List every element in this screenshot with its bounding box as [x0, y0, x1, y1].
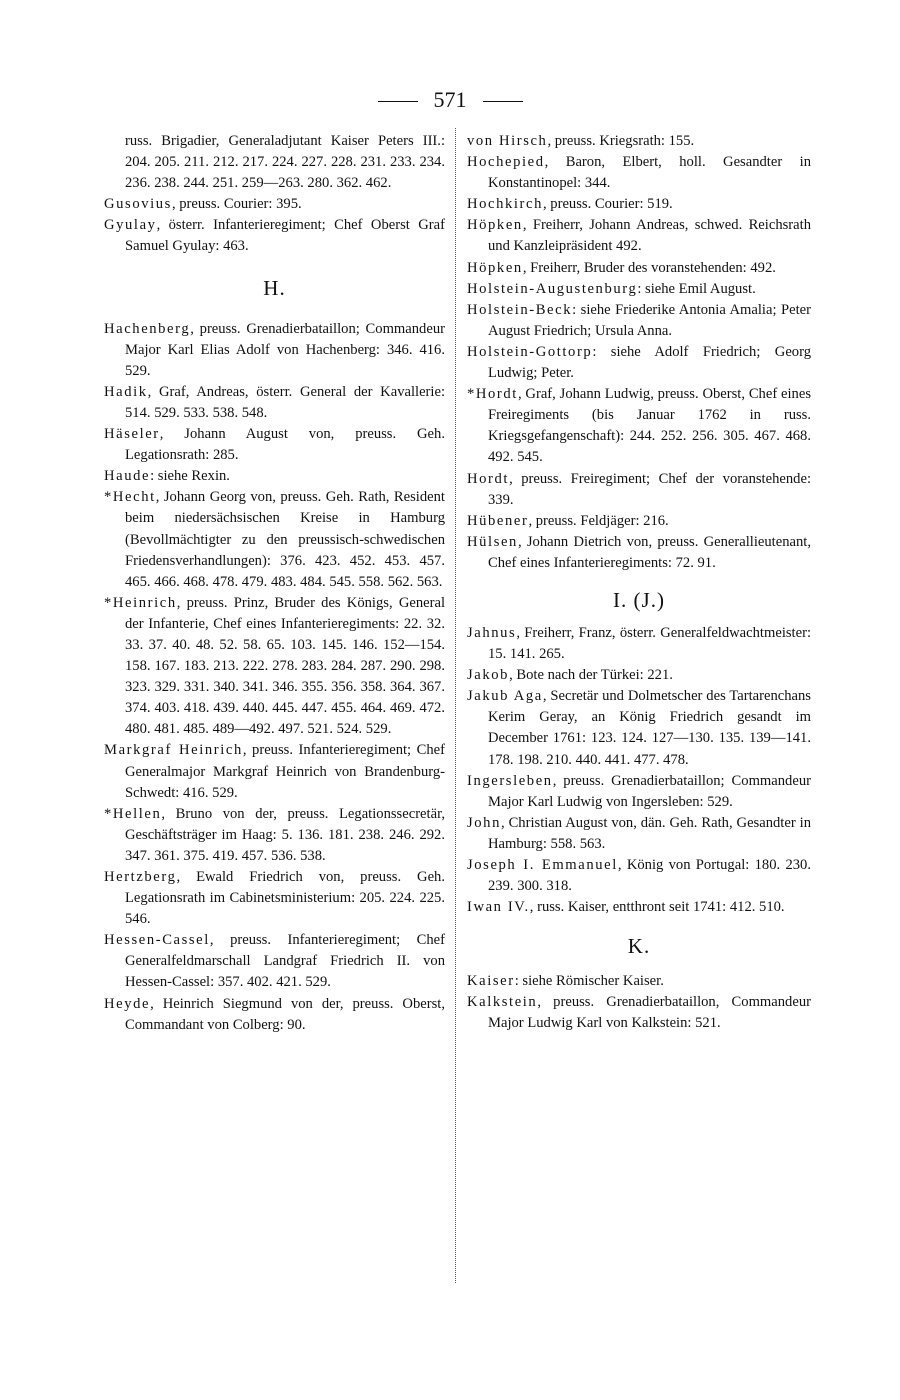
section-heading-h: H. [263, 275, 286, 300]
entry-text: , preuss. Courier: 519. [543, 196, 673, 213]
entry-text: , preuss. Courier: 395. [171, 196, 302, 213]
index-entry [104, 215, 445, 257]
entry-text: , Ewald Friedrich von, preuss. Geh. Legationsrath im Cabinetsministerium: 205. 224. 225. 546. [125, 869, 445, 928]
index-entry [104, 424, 445, 466]
entry-headword: Hübener [467, 512, 529, 529]
entry-headword: Holstein-Augustenburg [467, 280, 638, 297]
page-number-text: 571 [433, 87, 467, 112]
entry-text: , Johann Georg von, preuss. Geh. Rath, Resident beim niedersächsischen Kreise in Hamburg (Bevollmächtigter zu den preussisch-schwedischen Friedensverhandlungen): 376. 423. 452. 453. 457. 465. 466. 468. 478. 479. 483. 484. 545. 558. 562. 563. [125, 489, 445, 590]
entry-headword: Holstein-Beck [467, 301, 573, 318]
entry-headword: Ingersleben [467, 772, 553, 789]
entry-headword: Hülsen [467, 533, 518, 550]
entry-headword: Hessen-Cassel [104, 932, 210, 949]
entry-headword: *Hordt [467, 386, 518, 403]
index-entry [467, 342, 811, 384]
entry-text: : siehe Emil August. [637, 280, 756, 297]
entry-text: , Christian August von, dän. Geh. Rath, Gesandter in Hamburg: 558. 563. [488, 814, 811, 852]
index-entry [467, 855, 811, 897]
entry-text: : siehe Adolf Friedrich; Georg Ludwig; Peter. [488, 343, 811, 382]
entry-text: , Secretär und Dolmetscher des Tartarenchans Kerim Geray, an König Friedrich gesandt im December 1761: 123. 124. 127—130. 135. 139—141. 178. 198. 210. 440. 441. 477. 478. [488, 688, 811, 768]
entry-headword: Hochepied [467, 154, 545, 171]
entry-text: , Graf, Andreas, österr. General der Kavallerie: 514. 529. 533. 538. 548. [125, 383, 445, 421]
index-entry [467, 131, 811, 152]
page-number [0, 86, 900, 114]
index-entry [467, 771, 811, 813]
entries-k [467, 971, 811, 1034]
entry-text: , Bruno von der, preuss. Legationssecretär, Geschäftsträger im Haag: 5. 136. 181. 238. 246. 292. 347. 361. 375. 419. 457. 536. 538. [125, 805, 445, 864]
entry-text: , preuss. Freiregiment; Chef der voranstehende: 339. [488, 470, 811, 508]
right-column [467, 131, 811, 1035]
index-entry [104, 194, 445, 215]
entry-text: , Freiherr, Bruder des voranstehenden: 492. [522, 259, 776, 276]
index-entry [104, 740, 445, 803]
index-entry [467, 384, 811, 468]
entry-headword: Iwan IV. [467, 899, 530, 916]
entries-top-right [467, 131, 811, 574]
entries-i [467, 623, 811, 918]
entry-headword: Hordt [467, 470, 510, 487]
index-entry [104, 382, 445, 424]
index-entry [467, 279, 811, 300]
left-column [104, 131, 445, 1036]
section-heading-k: K. [627, 934, 651, 959]
entry-headword: Hadik [104, 383, 148, 400]
entry-headword: Joseph I. Emmanuel [467, 857, 618, 873]
entry-headword: von Hirsch [467, 133, 548, 149]
entry-text: , Baron, Elbert, holl. Gesandter in Konstantinopel: 344. [488, 154, 811, 192]
entry-text: , österr. Infanterieregiment; Chef Oberst Graf Samuel Gyulay: 463. [125, 217, 445, 255]
continued-entry: russ. Brigadier, Generaladjutant Kaiser Peters III.: 204. 205. 211. 212. 217. 224. 227. 228. 231. 233. 234. 236. 238. 244. 251. 259—263. 280. 362. 462. [125, 133, 445, 192]
entry-headword: Höpken [467, 259, 523, 276]
index-entry [104, 930, 445, 993]
column-divider [455, 128, 456, 1283]
entry-text: , preuss. Grenadierbataillon; Commandeur Major Karl Ludwig von Ingersleben: 529. [488, 772, 811, 810]
entry-headword: Holstein-Gottorp [467, 343, 593, 360]
entry-headword: John [467, 814, 501, 831]
index-entry [467, 194, 811, 215]
index-entry [467, 532, 811, 574]
entry-headword: Markgraf Heinrich [104, 742, 243, 759]
entry-text: : siehe Rexin. [150, 468, 230, 485]
entry-headword: *Heinrich [104, 594, 177, 611]
entries-h [104, 319, 445, 1036]
entry-headword: Häseler [104, 426, 160, 443]
entry-headword: Jakub Aga [467, 688, 543, 705]
entry-headword: Gusovius [104, 196, 172, 213]
entry-text: , Johann August von, preuss. Geh. Legationsrath: 285. [125, 426, 445, 464]
entry-text: , preuss. Grenadierbataillon; Commandeur Major Karl Elias Adolf von Hachenberg: 346. 416. 529. [125, 320, 445, 379]
index-entry [467, 152, 811, 194]
entry-text: , preuss. Grenadierbataillon, Commandeur Major Ludwig Karl von Kalkstein: 521. [488, 994, 811, 1032]
entry-text: , Graf, Johann Ludwig, preuss. Oberst, Chef eines Freiregiments (bis Januar 1762 in russ. Kriegsgefangenschaft): 244. 252. 256. 305. 467. 468. 492. 545. [488, 386, 811, 466]
entry-text: , russ. Kaiser, entthront seit 1741: 412. 510. [529, 899, 785, 916]
entries-top-left [104, 194, 445, 257]
entry-headword: Jakob [467, 667, 510, 684]
entry-headword: Hachenberg [104, 320, 191, 337]
index-entry [467, 258, 811, 279]
entry-headword: Heyde [104, 995, 151, 1012]
index-entry [104, 593, 445, 741]
section-heading-i: I. (J.) [613, 587, 665, 612]
index-entry [467, 511, 811, 532]
index-entry [104, 994, 445, 1036]
entry-headword: *Hellen [104, 805, 162, 822]
entry-headword: Höpken [467, 217, 523, 234]
index-entry [104, 319, 445, 382]
index-entry [467, 992, 811, 1034]
index-entry [467, 897, 811, 918]
index-entry [467, 215, 811, 257]
entry-text: , König von Portugal: 180. 230. 239. 300. 318. [488, 857, 811, 895]
entry-text: , Freiherr, Johann Andreas, schwed. Reichsrath und Kanzleipräsident 492. [488, 217, 811, 255]
entry-headword: Kalkstein [467, 994, 538, 1011]
entry-headword: Gyulay [104, 217, 157, 234]
index-entry [467, 469, 811, 511]
index-entry [467, 623, 811, 665]
entry-text: , preuss. Infanterieregiment; Chef Generalmajor Markgraf Heinrich von Brandenburg-Schwedt: 416. 529. [125, 742, 445, 801]
page-number-rule-right [483, 101, 523, 102]
entry-text: , Johann Dietrich von, preuss. Generallieutenant, Chef eines Infanterieregiments: 72. 91. [488, 533, 811, 571]
entry-headword: Haude [104, 468, 151, 485]
index-entry [104, 804, 445, 867]
page-number-rule-left [378, 101, 418, 102]
entry-text: , preuss. Prinz, Bruder des Königs, General der Infanterie, Chef eines Infanterieregiments: 22. 32. 33. 37. 40. 48. 52. 58. 65. 103. 145. 146. 152—154. 158. 167. 183. 213. 222. 278. 283. 284. 287. 290. 298. 323. 329. 331. 340. 341. 346. 355. 356. 358. 364. 367. 374. 403. 418. 439. 440. 445. 447. 455. 464. 469. 472. 480. 481. 485. 489—492. 497. 521. 524. 529. [125, 594, 445, 738]
entry-text: : siehe Römischer Kaiser. [514, 973, 664, 990]
index-entry [467, 686, 811, 770]
index-entry [104, 487, 445, 592]
entry-headword: *Hecht [104, 489, 156, 506]
entry-headword: Hertzberg [104, 869, 177, 885]
entry-text: , preuss. Infanterieregiment; Chef Generalfeldmarschall Landgraf Friedrich II. von Hessen-Cassel: 357. 402. 421. 529. [125, 932, 445, 991]
entry-text: : siehe Friederike Antonia Amalia; Peter August Friedrich; Ursula Anna. [488, 301, 811, 339]
entry-headword: Kaiser [467, 973, 515, 990]
entry-text: , Heinrich Siegmund von der, preuss. Oberst, Commandant von Colberg: 90. [125, 995, 445, 1033]
entry-text: , Freiherr, Franz, österr. Generalfeldwachtmeister: 15. 141. 265. [488, 624, 811, 663]
entry-text: , Bote nach der Türkei: 221. [509, 667, 673, 684]
entry-text: , preuss. Feldjäger: 216. [528, 512, 669, 529]
index-entry [467, 971, 811, 992]
index-entry [467, 813, 811, 855]
index-entry [467, 300, 811, 342]
entry-headword: Hochkirch [467, 196, 543, 213]
index-entry [104, 867, 445, 930]
index-entry [104, 466, 445, 487]
entry-headword: Jahnus [467, 624, 517, 641]
entry-text: , preuss. Kriegsrath: 155. [547, 133, 695, 149]
index-entry [467, 665, 811, 686]
